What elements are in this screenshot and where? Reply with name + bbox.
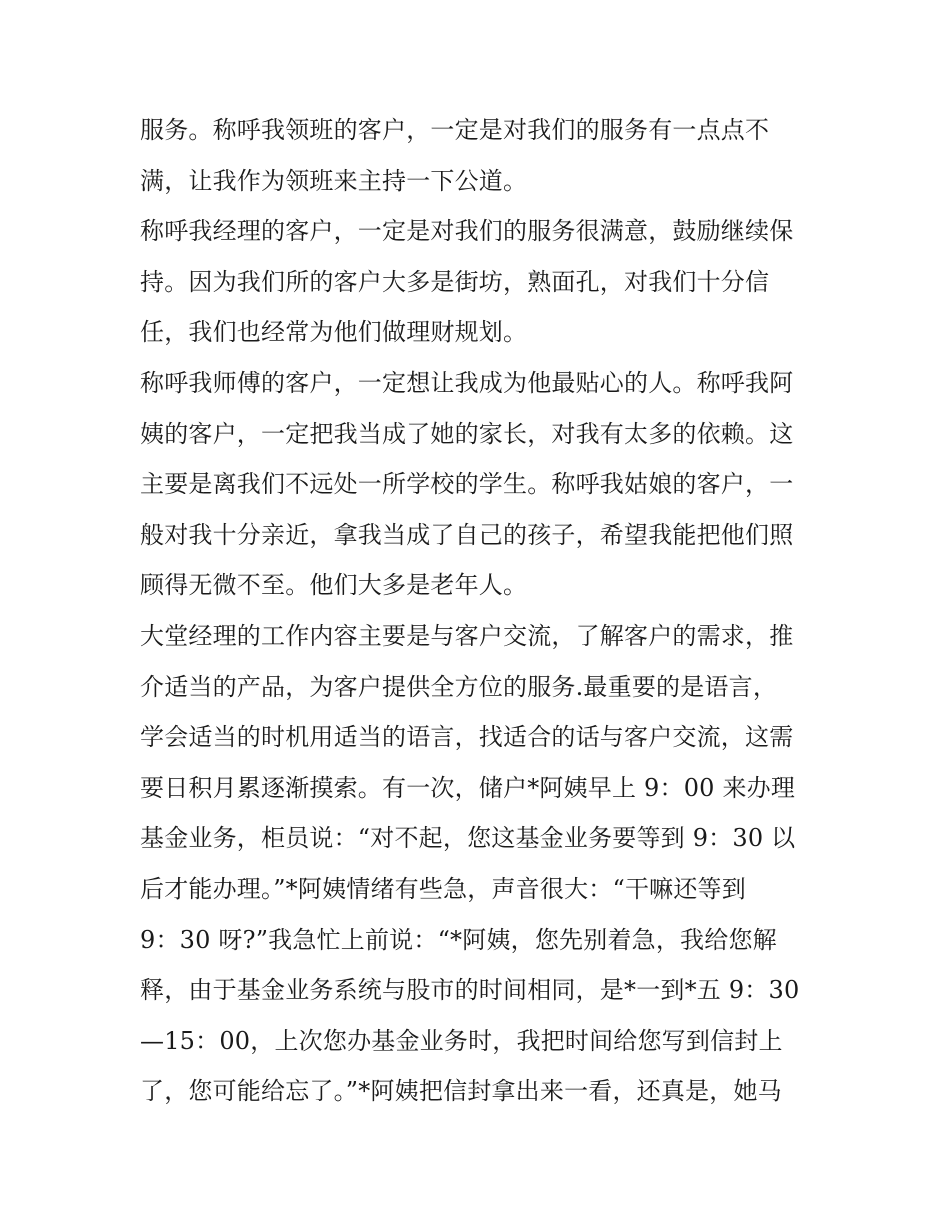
text-line: 称呼我师傅的客户，一定想让我成为他最贴心的人。称呼我阿 xyxy=(140,368,794,397)
text-line: 般对我十分亲近，拿我当成了自己的孩子，希望我能把他们照 xyxy=(140,520,794,549)
text-line: 要日积月累逐渐摸索。有一次，储户*阿姨早上 9：00 来办理 xyxy=(140,773,796,802)
text-line: 学会适当的时机用适当的语言，找适合的话与客户交流，这需 xyxy=(140,723,794,752)
text-line: 释，由于基金业务系统与股市的时间相同，是*一到*五 9：30 xyxy=(140,976,800,1005)
text-line: 持。因为我们所的客户大多是街坊，熟面孔，对我们十分信 xyxy=(140,267,770,296)
text-line: 姨的客户，一定把我当成了她的家长，对我有太多的依赖。这 xyxy=(140,419,794,448)
text-line: 顾得无微不至。他们大多是老年人。 xyxy=(140,571,528,600)
text-line: 9：30 呀?”我急忙上前说：“*阿姨，您先别着急，我给您解 xyxy=(140,925,777,954)
text-line: 服务。称呼我领班的客户，一定是对我们的服务有一点点不 xyxy=(140,116,770,144)
text-line: —15：00，上次您办基金业务时，我把时间给您写到信封上 xyxy=(140,1026,783,1055)
text-line: 了，您可能给忘了。”*阿姨把信封拿出来一看，还真是，她马 xyxy=(140,1077,782,1106)
text-line: 基金业务，柜员说：“对不起，您这基金业务要等到 9：30 以 xyxy=(140,824,796,853)
body-text xyxy=(140,105,830,1117)
text-line: 大堂经理的工作内容主要是与客户交流，了解客户的需求，推 xyxy=(140,621,794,650)
text-line: 称呼我经理的客户，一定是对我们的服务很满意，鼓励继续保 xyxy=(140,217,794,246)
text-line: 介适当的产品，为客户提供全方位的服务.最重要的是语言， xyxy=(140,672,778,701)
text-line: 后才能办理。”*阿姨情绪有些急，声音很大：“干嘛还等到 xyxy=(140,874,746,903)
text-line: 满，让我作为领班来主持一下公道。 xyxy=(140,166,528,195)
text-line: 任，我们也经常为他们做理财规划。 xyxy=(140,318,528,347)
text-line: 主要是离我们不远处一所学校的学生。称呼我姑娘的客户，一 xyxy=(140,470,794,499)
